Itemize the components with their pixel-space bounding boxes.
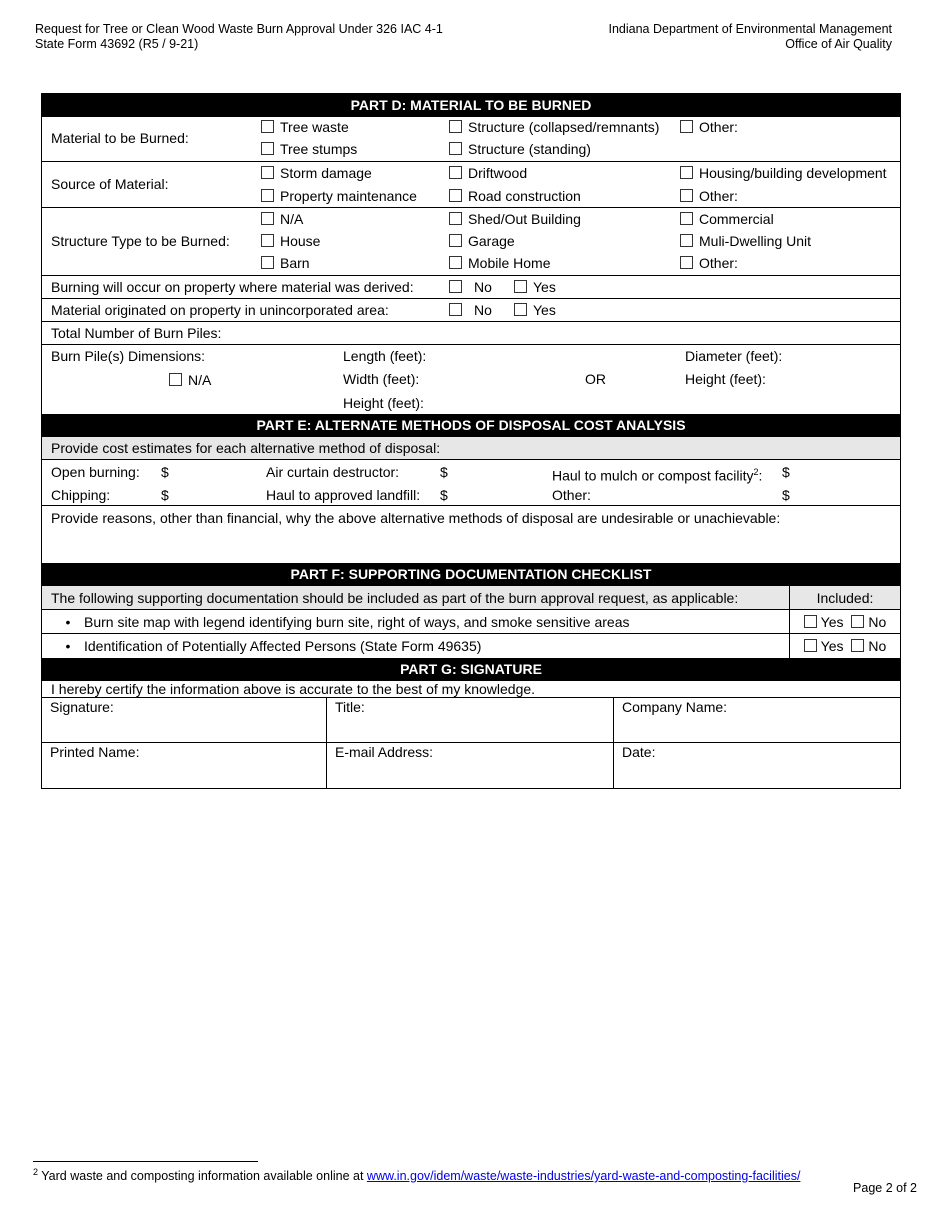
checkbox[interactable] <box>680 212 693 225</box>
dollar-sign: $ <box>782 487 790 503</box>
yes-checkbox[interactable] <box>804 639 817 652</box>
footnote-link[interactable]: www.in.gov/idem/waste/waste-industries/yard-waste-and-composting-facilities/ <box>366 1169 801 1184</box>
footnote-divider <box>33 1161 258 1162</box>
unincorporated-label: Material originated on property in unincorporated area: <box>51 302 389 318</box>
checkbox[interactable] <box>449 120 462 133</box>
checkbox[interactable] <box>261 142 274 155</box>
yes-checkbox[interactable] <box>804 615 817 628</box>
option-barn[interactable]: Barn <box>261 255 310 272</box>
source-label: Source of Material: <box>51 176 169 192</box>
option-source-other[interactable]: Other: <box>680 188 738 205</box>
unincorporated-no[interactable]: No <box>449 302 492 319</box>
page-number: Page 2 of 2 <box>853 1181 917 1195</box>
company-field[interactable]: Company Name: <box>614 698 900 743</box>
unincorporated-row <box>42 299 900 322</box>
structure-section <box>42 208 900 276</box>
checkbox[interactable] <box>680 120 693 133</box>
dimensions-label: Burn Pile(s) Dimensions: <box>51 348 206 364</box>
total-piles-label: Total Number of Burn Piles: <box>51 325 222 341</box>
checkbox[interactable] <box>680 256 693 269</box>
part-e-header: PART E: ALTERNATE METHODS OF DISPOSAL COST ANALYSIS <box>42 414 900 437</box>
checklist-header-row <box>42 586 900 610</box>
included-choice: Yes No <box>789 634 900 658</box>
derived-label: Burning will occur on property where material was derived: <box>51 279 414 295</box>
checklist-instruction: The following supporting documentation should be included as part of the burn approval request, as applicable: <box>51 590 739 606</box>
dimensions-section <box>42 345 900 414</box>
form-header-right <box>609 22 893 52</box>
checkbox[interactable] <box>261 212 274 225</box>
option-structure-standing[interactable]: Structure (standing) <box>449 141 591 158</box>
part-f-header: PART F: SUPPORTING DOCUMENTATION CHECKLIST <box>42 563 900 586</box>
checkbox[interactable] <box>169 373 182 386</box>
checkbox[interactable] <box>449 256 462 269</box>
checkbox[interactable] <box>261 189 274 202</box>
option-driftwood[interactable]: Driftwood <box>449 165 527 182</box>
air-curtain-label: Air curtain destructor: <box>266 464 400 480</box>
checklist-item-label: Identification of Potentially Affected Persons (State Form 49635) <box>84 638 482 654</box>
agency-name: Indiana Department of Environmental Management <box>608 22 892 36</box>
checkbox[interactable] <box>514 303 527 316</box>
no-checkbox[interactable] <box>851 615 864 628</box>
width-label: Width (feet): <box>343 371 420 387</box>
printed-name-field[interactable]: Printed Name: <box>42 743 327 788</box>
part-d-header: PART D: MATERIAL TO BE BURNED <box>42 94 900 117</box>
option-shed[interactable]: Shed/Out Building <box>449 211 581 228</box>
included-label: Included: <box>789 586 900 609</box>
footnote-marker: 2 <box>753 467 759 477</box>
signature-field[interactable]: Signature: <box>42 698 327 743</box>
cost-instruction: Provide cost estimates for each alternative method of disposal: <box>42 437 900 460</box>
reasons-label: Provide reasons, other than financial, why the above alternative methods of disposal are undesirable or unachievable: <box>51 510 781 526</box>
checkbox[interactable] <box>261 234 274 247</box>
checkbox[interactable] <box>261 120 274 133</box>
option-tree-waste[interactable]: Tree waste <box>261 119 349 136</box>
option-property-maintenance[interactable]: Property maintenance <box>261 188 417 205</box>
checkbox[interactable] <box>261 166 274 179</box>
cost-section <box>42 460 900 506</box>
material-section <box>42 117 900 162</box>
checkbox[interactable] <box>449 303 462 316</box>
diameter-label: Diameter (feet): <box>685 348 783 364</box>
included-choice: Yes No <box>789 610 900 633</box>
checkbox[interactable] <box>680 189 693 202</box>
certify-statement: I hereby certify the information above is accurate to the best of my knowledge. <box>42 681 900 698</box>
checkbox[interactable] <box>449 234 462 247</box>
option-na[interactable]: N/A <box>261 211 303 228</box>
dimensions-na[interactable]: N/A <box>169 372 211 389</box>
open-burning-label: Open burning: <box>51 464 140 480</box>
date-field[interactable]: Date: <box>622 744 656 760</box>
option-material-other[interactable]: Other: <box>680 119 738 136</box>
option-multi-dwelling[interactable]: Muli-Dwelling Unit <box>680 233 811 250</box>
landfill-label: Haul to approved landfill: <box>266 487 421 503</box>
source-section <box>42 162 900 208</box>
option-structure-other[interactable]: Other: <box>680 255 738 272</box>
option-mobile-home[interactable]: Mobile Home <box>449 255 550 272</box>
derived-no[interactable]: No <box>449 279 492 296</box>
height2-label: Height (feet): <box>685 371 766 387</box>
checkbox[interactable] <box>514 280 527 293</box>
reasons-section <box>42 506 900 563</box>
checkbox[interactable] <box>449 166 462 179</box>
dollar-sign: $ <box>440 464 448 480</box>
derived-row <box>42 276 900 299</box>
option-tree-stumps[interactable]: Tree stumps <box>261 141 357 158</box>
part-g-header: PART G: SIGNATURE <box>42 658 900 681</box>
checklist-item <box>42 634 900 658</box>
checkbox[interactable] <box>449 189 462 202</box>
total-piles-row <box>42 322 900 345</box>
checkbox[interactable] <box>261 256 274 269</box>
option-commercial[interactable]: Commercial <box>680 211 774 228</box>
checklist-item-label: Burn site map with legend identifying burn site, right of ways, and smoke sensitive areas <box>84 614 630 630</box>
no-checkbox[interactable] <box>851 639 864 652</box>
checkbox[interactable] <box>680 166 693 179</box>
option-garage[interactable]: Garage <box>449 233 515 250</box>
or-label: OR <box>585 371 606 387</box>
email-field[interactable]: E-mail Address: <box>327 743 614 788</box>
office-name: Office of Air Quality <box>785 37 892 51</box>
title-field[interactable]: Title: <box>327 698 614 743</box>
structure-label: Structure Type to be Burned: <box>51 233 230 249</box>
option-housing-development[interactable]: Housing/building development <box>680 165 887 182</box>
length-label: Length (feet): <box>343 348 427 364</box>
bullet: • <box>65 638 71 654</box>
checkbox[interactable] <box>449 280 462 293</box>
checklist-item <box>42 610 900 634</box>
option-road-construction[interactable]: Road construction <box>449 188 581 205</box>
dollar-sign: $ <box>161 487 169 503</box>
bullet: • <box>65 614 71 630</box>
dollar-sign: $ <box>161 464 169 480</box>
option-structure-collapsed[interactable]: Structure (collapsed/remnants) <box>449 119 659 136</box>
footnote: $^2$ Yard waste and composting information available online at www.in.gov/idem/waste/waste-industries/yard-waste-and-composting-facilities/ <box>33 1167 801 1184</box>
dollar-sign: $ <box>440 487 448 503</box>
footnote-number: 2 <box>33 1167 39 1177</box>
mulch-label: Haul to mulch or compost facility$^2$: <box>552 467 763 484</box>
form-header-left <box>35 22 443 52</box>
burn-approval-form <box>41 93 901 789</box>
dollar-sign: $ <box>782 464 790 480</box>
checkbox[interactable] <box>449 142 462 155</box>
height-label: Height (feet): <box>343 395 424 411</box>
cost-other-label: Other: <box>552 487 591 503</box>
checkbox[interactable] <box>449 212 462 225</box>
signature-grid <box>42 698 900 788</box>
checkbox[interactable] <box>680 234 693 247</box>
form-number: State Form 43692 (R5 / 9-21) <box>35 37 199 51</box>
material-label: Material to be Burned: <box>51 130 189 146</box>
unincorporated-yes[interactable]: Yes <box>514 302 556 319</box>
derived-yes[interactable]: Yes <box>514 279 556 296</box>
option-storm-damage[interactable]: Storm damage <box>261 165 372 182</box>
option-house[interactable]: House <box>261 233 320 250</box>
chipping-label: Chipping: <box>51 487 111 503</box>
form-title: Request for Tree or Clean Wood Waste Burn Approval Under 326 IAC 4-1 <box>35 22 443 36</box>
